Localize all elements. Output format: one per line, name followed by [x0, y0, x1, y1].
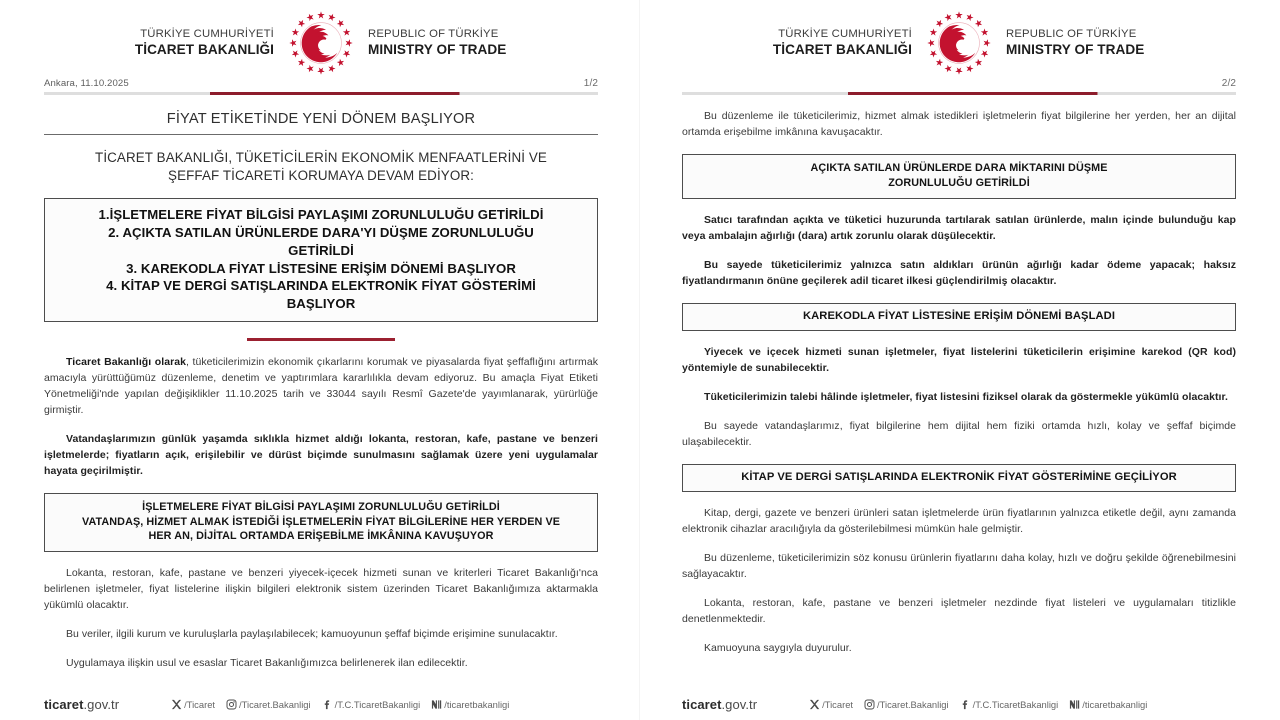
callout-line-1: KİTAP VE DERGİ SATIŞLARINDA ELEKTRONİK FİYAT GÖSTERİMİNE GEÇİLİYOR [741, 470, 1177, 483]
highlight-item: 2. AÇIKTA SATILAN ÜRÜNLERDE DARA'YI DÜŞME ZORUNLULUĞU [108, 224, 534, 240]
paragraph-data-sharing: Bu veriler, ilgili kurum ve kuruluşlarla paylaşılabilecek; kamuoyunun şeffaf biçimde erişimine sunulacaktır. [66, 628, 558, 641]
social-handle-youtube: /ticaretbakanligi [444, 699, 510, 710]
paragraph-closing: Kamuoyuna saygıyla duyurulur. [704, 641, 852, 654]
masthead-page-1 [44, 0, 598, 74]
page-number-1: 1/2 [583, 78, 598, 89]
callout-line-2: VATANDAŞ, HİZMET ALMAK İSTEDİĞİ İŞLETMELERİN FİYAT BİLGİLERİNE HER YERDEN VE [81, 515, 561, 528]
facebook-icon [960, 699, 971, 710]
paragraph-qr-detail: Yiyecek ve içecek hizmeti sunan işletmeler, fiyat listelerini tüketicilerin erişimine karekod (QR kod) yöntemiyle de sunabilecektir. [682, 345, 1236, 374]
turkish-ministry-of-trade-emblem [926, 10, 992, 76]
paragraph-intro [44, 355, 598, 419]
social-handle-instagram: /Ticaret.Bakanligi [877, 699, 949, 710]
social-handle-x: /Ticaret [184, 699, 216, 710]
brand-bold: ticaret [682, 697, 722, 712]
callout-line-3: HER AN, DİJİTAL ORTAMDA ERİŞEBİLME İMKÂNINA KAVUŞUYOR [148, 530, 494, 543]
social-link-youtube[interactable] [431, 699, 509, 710]
highlight-item: 3. KAREKODLA FİYAT LİSTESİNE ERİŞİM DÖNEMİ BAŞLIYOR [126, 260, 516, 276]
social-link-facebook[interactable] [960, 699, 1059, 710]
paragraph-digital-access: Bu düzenleme ile tüketicilerimiz, hizmet almak istedikleri işletmelerin fiyat bilgilerine her yerden, her an dijital ortamda erişebilme imkânına kavuşacaktır. [682, 110, 1236, 138]
callout-tare-weight [682, 154, 1236, 199]
brand-rest: .gov.tr [83, 697, 120, 712]
callout-line-2: ZORUNLULUĞU GETİRİLDİ [888, 176, 1030, 189]
footer-page-2 [682, 697, 1236, 712]
masthead-tr-line1: TÜRKİYE CUMHURİYETİ [140, 27, 274, 40]
paragraph-inspection: Lokanta, restoran, kafe, pastane ve benzeri işletmeler nezdinde fiyat listeleri ve uygulamaları titizlikle denetlenmektedir. [682, 596, 1236, 625]
subheading-line-1: TİCARET BAKANLIĞI, TÜKETİCİLERİN EKONOMİK MENFAATLERİNİ VE [95, 150, 547, 165]
social-links-2 [809, 699, 1147, 710]
highlight-item: GETİRİLDİ [288, 242, 354, 258]
masthead-tr-line2: TİCARET BAKANLIĞI [134, 41, 274, 57]
instagram-icon [864, 699, 875, 710]
social-link-x[interactable] [171, 699, 215, 710]
callout-electronic-price-books [682, 464, 1236, 492]
paragraph-tare-detail: Satıcı tarafından açıkta ve tüketici huzurunda tartılarak satılan ürünlerde, malın içinde bulunduğu kap veya ambalajın ağırlığı (dara) artık zorunlu olarak düşülecektir. [682, 213, 1236, 242]
callout-line-1: KAREKODLA FİYAT LİSTESİNE ERİŞİM DÖNEMİ BAŞLADI [802, 309, 1116, 322]
paragraph-fair-trade: Bu sayede tüketicilerimiz yalnızca satın aldıkları ürünün ağırlığı kadar ödeme yapacak; haksız fiyatlandırmanın önüne geçilerek adil ticaret ilkesi güçlendirilmiş olacaktır. [682, 258, 1236, 287]
social-handle-instagram: /Ticaret.Bakanligi [239, 699, 311, 710]
callout-price-sharing [44, 493, 598, 553]
highlight-item: 1.İŞLETMELERE FİYAT BİLGİSİ PAYLAŞIMI ZORUNLULUĞU GETİRİLDİ [98, 206, 544, 222]
paragraph-intro-text: , tüketicilerimizin ekonomik çıkarlarını korumak ve piyasalarda fiyat şeffaflığını artırmak amacıyla yürüttüğümüz düzenleme, denetim ve yaptırımlara kararlılıkla devam ediyoruz. Bu amaçla Fiyat Etiketi Yönetmeliği'nde yapılan değişiklikler 11.10.2025 tarih ve 33044 sayılı Resmî Gazete'de yayımlanarak, yürürlüğe girmiştir. [44, 355, 599, 416]
page-2 [640, 0, 1280, 720]
masthead-tr-line1: TÜRKİYE CUMHURİYETİ [778, 27, 912, 40]
date-and-page-row-2 [682, 74, 1236, 92]
masthead-tr-line2: TİCARET BAKANLIĞI [772, 41, 912, 57]
social-link-instagram[interactable] [864, 699, 949, 710]
page-number-2: 2/2 [1221, 78, 1236, 89]
subheading [44, 149, 598, 185]
masthead-turkish [74, 28, 274, 58]
youtube-icon [431, 699, 442, 710]
document-date: Ankara, 11.10.2025 [44, 78, 129, 89]
date-and-page-row-1 [44, 74, 598, 92]
header-divider-rule-2 [682, 92, 1236, 95]
paragraph-books-benefit: Bu düzenleme, tüketicilerimizin söz konusu ürünlerin fiyatlarını daha kolay, hızlı ve doğru şekilde öğrenebilmesini sağlayacaktır. [682, 552, 1236, 581]
callout-line-1: AÇIKTA SATILAN ÜRÜNLERDE DARA MİKTARINI DÜŞME [810, 161, 1108, 174]
turkish-ministry-of-trade-emblem [288, 10, 354, 76]
paragraph-businesses: Lokanta, restoran, kafe, pastane ve benzeri yiyecek-içecek hizmeti sunan ve kriterleri Ticaret Bakanlığı'nca belirlenen işletmeler, fiyat listelerine ilişkin bilgileri elektronik sistem üzerinden Ticaret Bakanlığımıza aktarmakla yükümlü olacaktır. [44, 567, 598, 612]
facebook-icon [322, 699, 333, 710]
youtube-icon [1069, 699, 1080, 710]
instagram-icon [226, 699, 237, 710]
header-divider-rule-1 [44, 92, 598, 95]
masthead-en-line1: REPUBLIC OF TÜRKİYE [1006, 27, 1137, 40]
social-handle-x: /Ticaret [822, 699, 854, 710]
social-link-facebook[interactable] [322, 699, 421, 710]
social-link-instagram[interactable] [226, 699, 311, 710]
social-handle-facebook: /T.C.TicaretBakanligi [334, 699, 421, 710]
website-brand[interactable] [44, 697, 119, 712]
brand-rest: .gov.tr [721, 697, 758, 712]
website-brand[interactable] [682, 697, 757, 712]
subheading-line-2: ŞEFFAF TİCARETİ KORUMAYA DEVAM EDİYOR: [168, 167, 474, 183]
masthead-page-2 [682, 0, 1236, 74]
red-accent-divider [247, 338, 395, 341]
brand-bold: ticaret [44, 697, 84, 712]
page-title: FİYAT ETİKETİNDE YENİ DÖNEM BAŞLIYOR [44, 109, 598, 135]
highlights-box [44, 198, 598, 323]
callout-line-1: İŞLETMELERE FİYAT BİLGİSİ PAYLAŞIMI ZORUNLULUĞU GETİRİLDİ [142, 500, 500, 513]
highlight-item: BAŞLIYOR [286, 296, 356, 312]
social-link-x[interactable] [809, 699, 853, 710]
footer-page-1 [44, 697, 598, 712]
social-links-1 [171, 699, 509, 710]
paragraph-books-detail: Kitap, dergi, gazete ve benzeri ürünleri satan işletmelerde ürün fiyatlarının yalnızca etiketle değil, aynı zamanda elektronik cihazlar aracılığıyla da gösterilebilmesi mümkün hale gelmiştir. [682, 507, 1236, 536]
x-twitter-icon [171, 699, 182, 710]
social-handle-facebook: /T.C.TicaretBakanligi [972, 699, 1059, 710]
social-link-youtube[interactable] [1069, 699, 1147, 710]
masthead-english [368, 28, 568, 58]
paragraph-procedures: Uygulamaya ilişkin usul ve esaslar Ticaret Bakanlığımızca belirlenerek ilan edilecektir. [66, 657, 468, 670]
paragraph-access-summary: Bu sayede vatandaşlarımız, fiyat bilgilerine hem dijital hem fiziki ortamda hızlı, kolay ve şeffaf biçimde ulaşabilecektir. [682, 419, 1236, 448]
masthead-turkish [712, 28, 912, 58]
masthead-english [1006, 28, 1206, 58]
masthead-en-line2: MINISTRY OF TRADE [368, 41, 507, 57]
social-handle-youtube: /ticaretbakanligi [1082, 699, 1148, 710]
paragraph-physical-list: Tüketicilerimizin talebi hâlinde işletmeler, fiyat listesini fiziksel olarak da göstermekle yükümlü olacaktır. [704, 390, 1228, 403]
paragraph-lead: Ticaret Bakanlığı olarak [66, 355, 186, 368]
paragraph-citizens: Vatandaşlarımızın günlük yaşamda sıklıkla hizmet aldığı lokanta, restoran, kafe, pastane ve benzeri işletmelerde; fiyatların açık, erişilebilir ve dürüst biçimde sunulmasını sağlamak üzere yeni uygulamalar hayata geçirilmiştir. [44, 432, 598, 477]
masthead-en-line2: MINISTRY OF TRADE [1006, 41, 1145, 57]
masthead-en-line1: REPUBLIC OF TÜRKİYE [368, 27, 499, 40]
callout-qr-code [682, 303, 1236, 331]
highlight-item: 4. KİTAP VE DERGİ SATIŞLARINDA ELEKTRONİK FİYAT GÖSTERİMİ [106, 278, 536, 294]
x-twitter-icon [809, 699, 820, 710]
